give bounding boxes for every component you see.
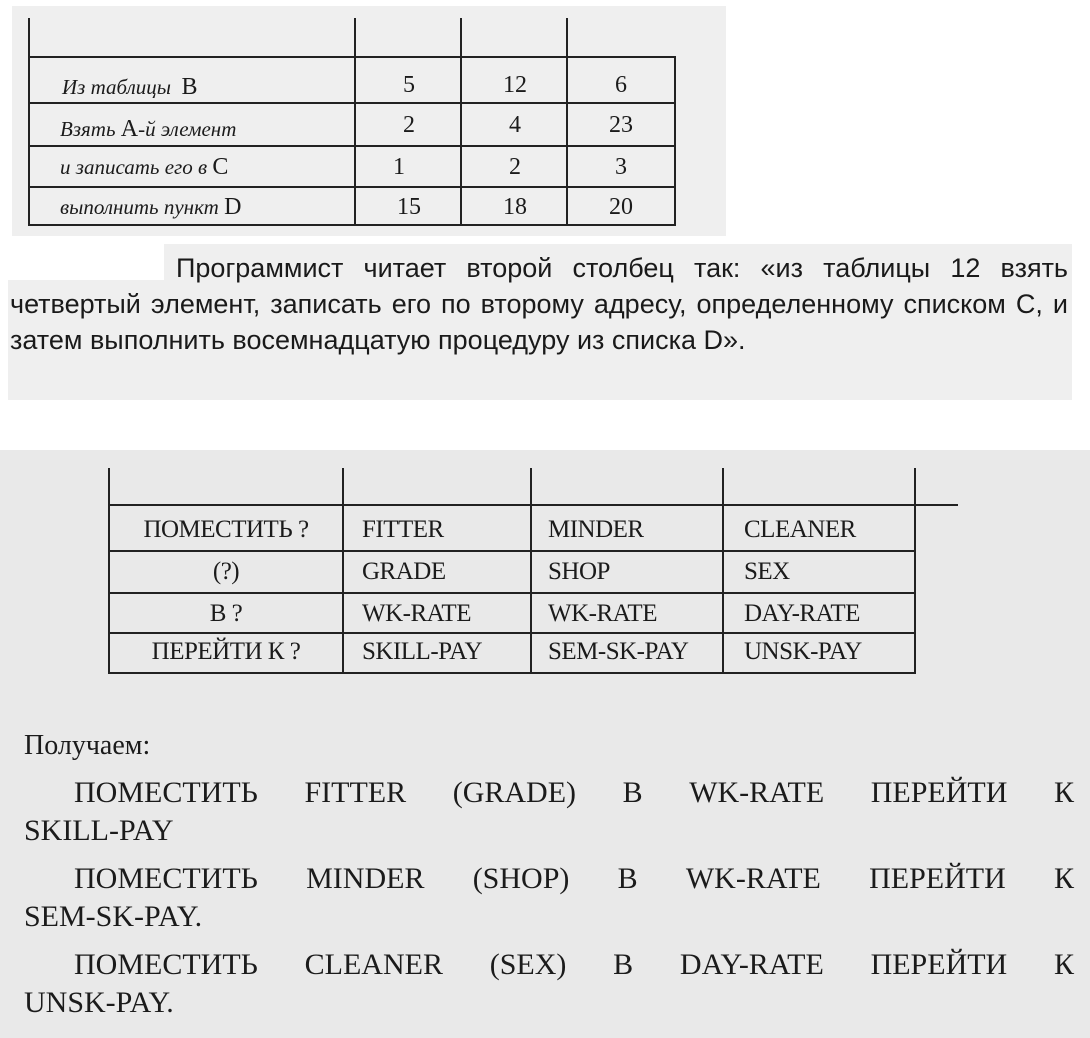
table2-cell: WK-RATE [548,600,657,627]
table1-row-label: Из таблицы B [62,74,198,100]
result-statement-line: ПОМЕСТИТЬ CLEANER (SEX) В DAY-RATE ПЕРЕЙТИ К [74,948,1074,981]
result-statement-line: UNSK-PAY. [24,986,174,1019]
table1-row-label: и записать его в C [60,154,229,180]
table1-cell: 3 [615,154,627,180]
table2-cell: GRADE [362,558,446,585]
table2-cell: SKILL-PAY [362,638,483,665]
result-label: Получаем: [24,730,151,761]
table2-cell: SHOP [548,558,610,585]
table2-hline [108,504,958,506]
table2-cell: MINDER [548,516,644,543]
table1-cell: 15 [397,194,421,220]
table1-scan [12,6,726,236]
table2-cell: WK-RATE [362,600,471,627]
table2-cell: UNSK-PAY [744,638,862,665]
table2-row-label: ПЕРЕЙТИ К ? [151,638,301,665]
table2-row-label: (?) [212,558,240,585]
result-statement-line: ПОМЕСТИТЬ MINDER (SHOP) В WK-RATE ПЕРЕЙТИ К [74,862,1074,895]
table1-row-label: выполнить пункт D [60,194,242,220]
table2-cell: FITTER [362,516,444,543]
result-statement [24,860,1074,936]
table2-vline [914,468,916,674]
table1-cell: 1 [393,154,405,180]
table1-cell: 12 [503,72,527,98]
table2-scan [0,450,1090,1038]
table1-vline [674,56,676,224]
table1-cell: 5 [403,72,415,98]
table1-cell: 2 [509,154,521,180]
table2-vline [530,468,532,674]
table1-cell: 23 [609,112,633,138]
result-statement-line: SKILL-PAY [24,814,174,847]
result-statement-line: SEM-SK-PAY. [24,900,203,933]
table1-cell: 18 [503,194,527,220]
table2-row-label: ПОМЕСТИТЬ ? [143,516,309,543]
table2-cell: DAY-RATE [744,600,860,627]
table1-cell: 6 [615,72,627,98]
result-statement [24,946,1074,1022]
table1-hline [28,56,676,58]
paragraph-scan [8,244,1072,400]
table1-row-label: Взять A-й элемент [60,116,237,142]
result-statement [24,774,1074,850]
table1-cell: 20 [609,194,633,220]
table1-cell: 4 [509,112,521,138]
table1-cell: 2 [403,112,415,138]
table2-vline [722,468,724,674]
table1-vline [28,18,30,224]
explanation-paragraph: Программист читает второй столбец так: «из таблицы 12 взять четвертый элемент, записать его по второму адресу, определенному списком C, и затем выполнить восемнадцатую процедуру из списка D». [10,253,1068,355]
table2-vline [342,468,344,674]
table2-cell: SEM-SK-PAY [548,638,689,665]
table2-hline [108,672,916,674]
result-statement-line: ПОМЕСТИТЬ FITTER (GRADE) В WK-RATE ПЕРЕЙТИ К [74,776,1074,809]
table2-row-label: В ? [209,600,243,627]
table2-vline [108,468,110,674]
command-table [108,468,958,676]
table2-cell: CLEANER [744,516,856,543]
table2-cell: SEX [744,558,790,585]
